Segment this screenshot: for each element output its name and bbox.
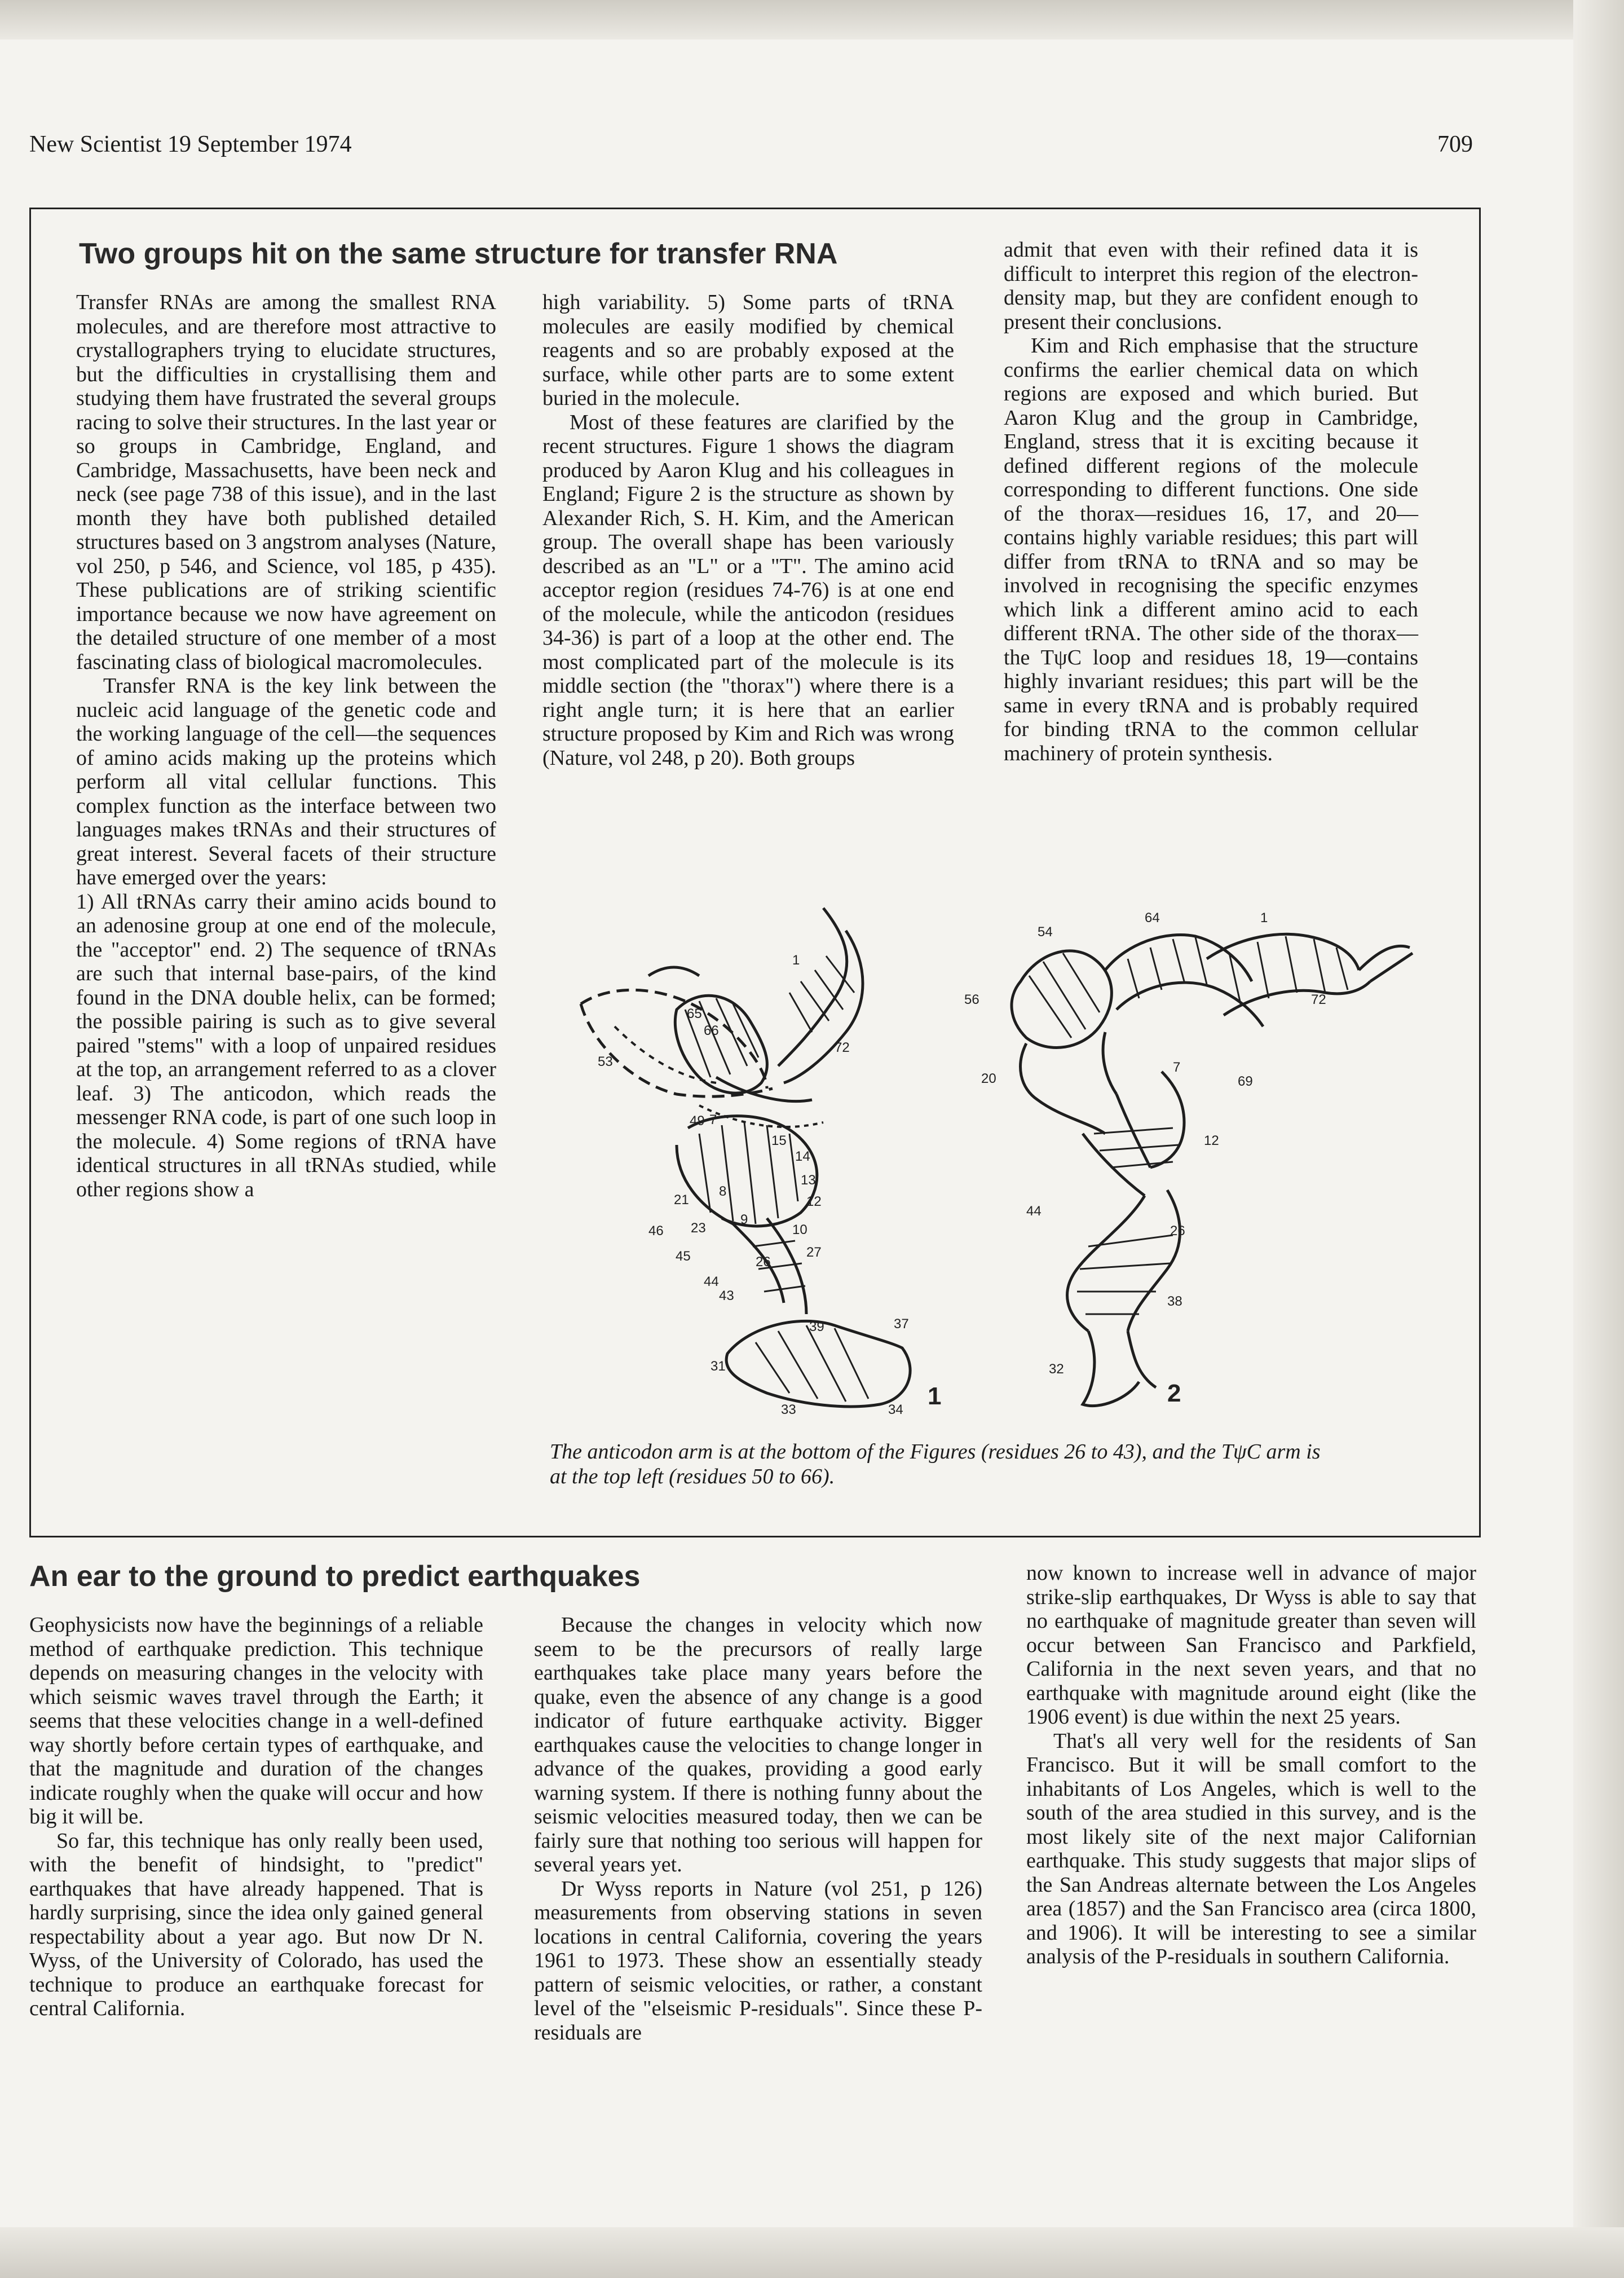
figure-caption: The anticodon arm is at the bottom of the Figures (residues 26 to 43), and the TψC arm is at the top left (residues 50 to 66). — [550, 1440, 1321, 1488]
fig1-label: 39 — [809, 1319, 824, 1334]
fig1-label: 1 — [792, 953, 800, 968]
fig1-label: 15 — [771, 1133, 787, 1148]
fig1-label: 37 — [894, 1316, 909, 1332]
fig1-label: 34 — [888, 1402, 903, 1417]
page-edge-top — [0, 0, 1624, 39]
figure-1-klug-diagram — [581, 908, 910, 1407]
fig1-label: 9 — [740, 1212, 748, 1227]
paragraph: Geophysicists now have the beginnings of a reliable method of earthquake prediction. This technique depends on measuring changes in the velocity with which seismic waves travel through the Earth; it seems that these velocities change in a well-defined way shortly before certain types of earthquake, and that the magnitude and duration of the changes indicate roughly when the quake will occur and how big it will be. — [29, 1613, 483, 1828]
figure-1-number: 1 — [928, 1382, 942, 1410]
fig2-label: 69 — [1238, 1074, 1253, 1089]
publication-line: New Scientist 19 September 1974 — [29, 131, 352, 157]
fig2-label: 38 — [1167, 1294, 1182, 1309]
fig1-label: 44 — [704, 1274, 719, 1289]
fig2-label: 54 — [1038, 924, 1053, 940]
figure-1-labels — [598, 953, 941, 1417]
paragraph: That's all very well for the residents of San Francisco. But it will be small comfort to the inhabitants of Los Angeles, which is well to the south of the area studied in this survey, and is the most likely site of the next major Californian earthquake. This study suggests that major slips of the San Andreas alternate between the Los Angeles area (1857) and the San Francisco area (circa 1800, and 1906). It will be interesting to see a similar analysis of the P-residuals in southern California. — [1026, 1729, 1476, 1968]
trna-figure-svg — [530, 897, 1432, 1433]
paragraph: high variability. 5) Some parts of tRNA molecules are easily modified by chemical reagents and so are probably exposed at the surface, while other parts are to some extent buried in the molecule. — [542, 290, 954, 410]
trna-column-1 — [76, 290, 496, 1201]
fig1-label: 45 — [676, 1249, 691, 1264]
paragraph: So far, this technique has only really been used, with the benefit of hindsight, to "predict" earthquakes that have already happened. That is hardly surprising, since the idea only gained general respectability about a year ago. But now Dr N. Wyss, of the University of Colorado, has used the technique to produce an earthquake forecast for central California. — [29, 1828, 483, 2020]
fig2-label: 64 — [1145, 910, 1160, 926]
fig2-label: 44 — [1026, 1204, 1042, 1219]
fig1-label: 7 — [709, 1112, 717, 1127]
fig2-label: 12 — [1204, 1133, 1219, 1148]
paragraph: now known to increase well in advance of major strike-slip earthquakes, Dr Wyss is able to say that no earthquake of magnitude greater than seven will occur between San Francisco and Parkfield, California in the next seven years, and that no earthquake with magnitude around eight (like the 1906 event) is due within the next 25 years. — [1026, 1561, 1476, 1729]
fig2-label: 32 — [1049, 1361, 1064, 1377]
fig2-label: 72 — [1311, 992, 1326, 1007]
earthquake-column-1 — [29, 1613, 483, 2021]
page-edge-bottom — [0, 2227, 1624, 2278]
paragraph: Transfer RNA is the key link between the nucleic acid language of the genetic code and the working language of the cell—the sequences of amino acids making up the proteins which perform all vital cellular functions. This complex function as the interface between two languages makes tRNAs and their structures of great interest. Several facets of their structure have emerged over the years: — [76, 674, 496, 889]
page-edge-right — [1573, 0, 1624, 2278]
fig1-label: 66 — [704, 1023, 719, 1038]
fig1-label: 33 — [781, 1402, 796, 1417]
fig1-label: 26 — [756, 1254, 771, 1270]
fig1-label: 72 — [835, 1040, 850, 1055]
fig2-label: 20 — [981, 1071, 996, 1086]
paragraph: Kim and Rich emphasise that the structure confirms the earlier chemical data on which regions are exposed and which buried. But Aaron Klug and the group in Cambridge, England, stress that it is exciting because it defined different regions of the molecule corresponding to different functions. One side of the thorax—residues 16, 17, and 20—contains highly variable residues; this part will differ from tRNA to tRNA and so may be involved in recognising the specific enzymes which link a different amino acid to each different tRNA. The other side of the thorax—the TψC loop and residues 18, 19—contains highly invariant residues; this part will be the same in every tRNA and is probably required for binding tRNA to the common cellular machinery of protein synthesis. — [1004, 334, 1418, 765]
fig1-label: 21 — [674, 1192, 689, 1208]
paragraph: Dr Wyss reports in Nature (vol 251, p 126) measurements from observing stations in seven locations in central California, covering the years 1961 to 1973. These show an essentially steady pattern of seismic velocities, or rather, a constant level of the "elseismic P-residuals". Since these P-residuals are — [534, 1876, 982, 2045]
article-headline-earthquakes: An ear to the ground to predict earthquakes — [29, 1560, 641, 1593]
fig1-label: 27 — [806, 1245, 822, 1260]
fig2-label: 1 — [1260, 910, 1268, 926]
fig1-label: 23 — [691, 1220, 706, 1236]
paragraph: Because the changes in velocity which now seem to be the precursors of really large earthquakes take place many years before the quake, even the absence of any change is a good indicator of future earthquake activity. Bigger earthquakes cause the velocities to change longer in advance of the quakes, providing a good early warning system. If there is nothing funny about the seismic velocities measured today, then we can be fairly sure that nothing too serious will happen for several years yet. — [534, 1613, 982, 1876]
fig2-label: 7 — [1173, 1060, 1181, 1075]
fig1-label: 53 — [598, 1054, 613, 1069]
trna-structure-figures — [530, 897, 1432, 1433]
fig1-label: 31 — [710, 1359, 726, 1374]
fig1-label: 65 — [687, 1006, 702, 1021]
paragraph: Transfer RNAs are among the smallest RNA molecules, and are therefore most attractive to crystallographers trying to elucidate structures, but the difficulties in crystallising them and studying them have frustrated the several groups racing to solve their structures. In the last year or so groups in Cambridge, England, and Cambridge, Massachusetts, have been neck and neck (see page 738 of this issue), and in the last month they have both published detailed structures based on 3 angstrom analyses (Nature, vol 250, p 546, and Science, vol 185, p 435). These publications are of striking scientific importance because we now have agreement on the detailed structure of one member of a most fascinating class of biological macromolecules. — [76, 290, 496, 674]
paragraph: 1) All tRNAs carry their amino acids bound to an adenosine group at one end of the molecule, the "acceptor" end. 2) The sequence of tRNAs are such that internal base-pairs, of the kind found in the DNA double helix, can be formed; the possible pairing is such as to give several paired "stems" with a loop of unpaired residues at the top, an arrangement referred to as a clover leaf. 3) The anticodon, which reads the messenger RNA code, is part of one such loop in the molecule. 4) Some regions of tRNA have identical structures in all tRNAs studied, while other regions show a — [76, 889, 496, 1201]
article-headline-trna: Two groups hit on the same structure for transfer RNA — [79, 237, 838, 270]
trna-column-3 — [1004, 238, 1418, 765]
earthquake-column-2 — [534, 1613, 982, 2045]
fig1-label: 8 — [719, 1184, 727, 1199]
fig1-label: 12 — [806, 1194, 822, 1209]
trna-column-2 — [542, 290, 954, 770]
paragraph: Most of these features are clarified by the recent structures. Figure 1 shows the diagram produced by Aaron Klug and his colleagues in England; Figure 2 is the structure as shown by Alexander Rich, S. H. Kim, and the American group. The overall shape has been variously described as an "L" or a "T". The amino acid acceptor region (residues 74-76) is at one end of the molecule, while the anticodon (residues 34-36) is part of a loop at the other end. The most complicated part of the molecule is its middle section (the "thorax") where there is a right angle turn; it is here that an earlier structure proposed by Kim and Rich was wrong (Nature, vol 248, p 20). Both groups — [542, 410, 954, 770]
fig1-label: 43 — [719, 1288, 734, 1303]
paragraph: admit that even with their refined data it is difficult to interpret this region of the electron-density map, but they are confident enough to present their conclusions. — [1004, 238, 1418, 334]
fig1-label: 46 — [648, 1223, 664, 1239]
earthquake-column-3 — [1026, 1561, 1476, 1969]
page-header — [29, 131, 1473, 165]
fig1-label: 10 — [792, 1222, 807, 1237]
figure-2-kim-rich-diagram — [1012, 934, 1413, 1405]
fig1-label: 13 — [801, 1173, 816, 1188]
fig2-label: 26 — [1170, 1223, 1185, 1239]
page-number: 709 — [1437, 131, 1473, 157]
fig1-label: 49 — [690, 1113, 705, 1129]
fig2-label: 56 — [964, 992, 979, 1007]
fig1-label: 14 — [795, 1149, 810, 1164]
figure-2-number: 2 — [1167, 1380, 1181, 1407]
